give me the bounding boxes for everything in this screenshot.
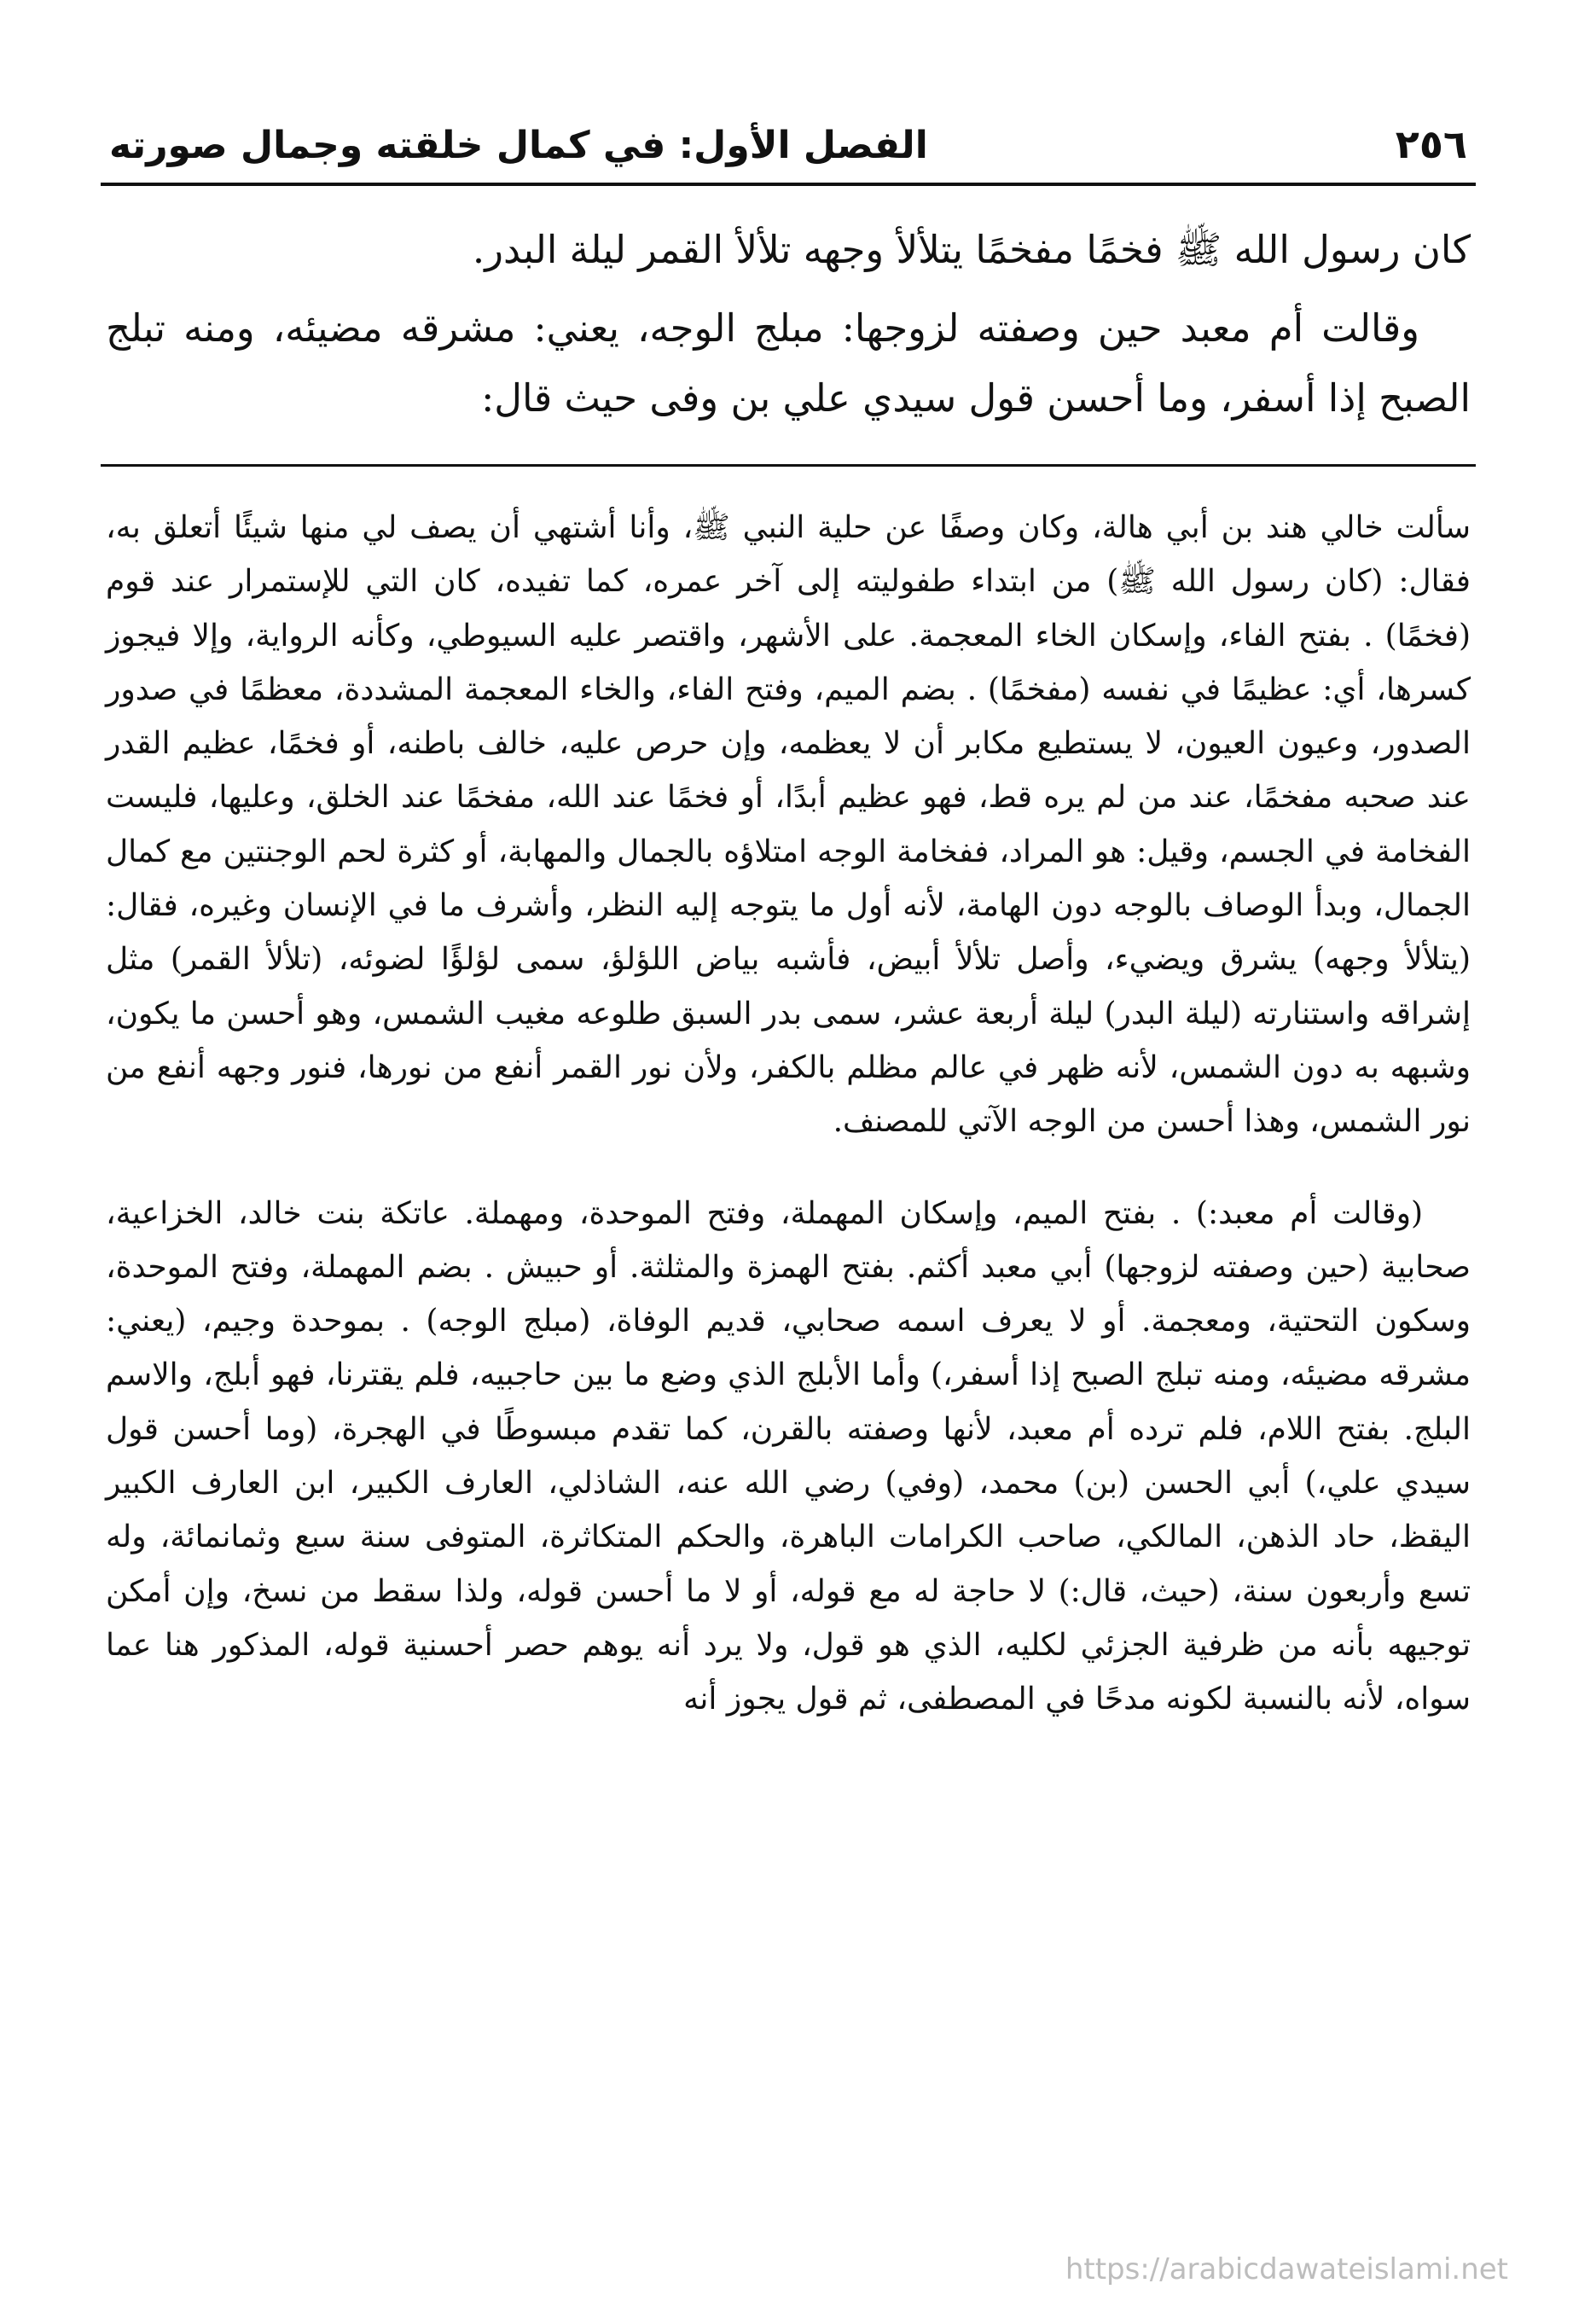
commentary-paragraph-1: سألت خالي هند بن أبي هالة، وكان وصفًا عن حلية النبي ﷺ، وأنا أشتهي أن يصف لي منها شيئًا أتعلق به، فقال: (كان رسول الله ﷺ) من ابتداء طفوليته إلى آخر عمره، كما تفيده، كان التي للإستمرار عند قوم (فخمًا) . بفتح الفاء، وإسكان الخاء المعجمة. على الأشهر، واقتصر عليه السيوطي، وكأنه الرواية، وإلا فيجوز كسرها، أي: عظيمًا في نفسه (مفخمًا) . بضم الميم، وفتح الفاء، والخاء المعجمة المشددة، معظمًا في صدور الصدور، وعيون العيون، لا يستطيع مكابر أن لا يعظمه، وإن حرص عليه، خالف باطنه، أو فخمًا، عظيم القدر عند صحبه مفخمًا، عند من لم يره قط، فهو عظيم أبدًا، أو فخمًا عند الله، مفخمًا عند الخلق، وعليها، فليست الفخامة في الجسم، وقيل: هو المراد، ففخامة الوجه امتلاؤه بالجمال والمهابة، أو كثرة لحم الوجنتين مع كمال الجمال، وبدأ الوصاف بالوجه دون الهامة، لأنه أول ما يتوجه إليه النظر، وأشرف ما في الإنسان وغيره، فقال: (يتلألأ وجهه) يشرق ويضيء، وأصل تلألأ أبيض، فأشبه بياض اللؤلؤ، سمى لؤلؤًا لضوئه، (تلألأ القمر) مثل إشراقه واستنارته (ليلة البدر) ليلة أربعة عشر، سمى بدر السبق طلوعه مغيب الشمس، وهو أحسن ما يكون، وشبهه به دون الشمس، لأنه ظهر في عالم مظلم بالكفر، ولأن نور القمر أنفع من نورها، فنور وجهه أنفع من نور الشمس، وهذا أحسن من الوجه الآتي للمصنف.	[106, 510, 1471, 1140]
main-text	[101, 215, 1476, 433]
commentary-text	[101, 501, 1476, 1727]
header-rule	[101, 183, 1476, 186]
main-text-paragraph-2: وقالت أم معبد حين وصفته لزوجها: مبلج الوجه، يعني: مشرقه مضيئه، ومنه تبلج الصبح إذا أسفر، وما أحسن قول سيدي علي بن وفى حيث قال:	[106, 305, 1471, 421]
page-number: ٢٥٦	[1395, 121, 1467, 167]
source-watermark: https://arabicdawateislami.net	[1065, 2252, 1508, 2286]
page-header	[101, 85, 1476, 167]
commentary-paragraph-2: (وقالت أم معبد:) . بفتح الميم، وإسكان المهملة، وفتح الموحدة، ومهملة. عاتكة بنت خالد، الخزاعية، صحابية (حين وصفته لزوجها) أبي معبد أكثم. بفتح الهمزة والمثلثة. أو حبيش . بضم المهملة، وفتح الموحدة، وسكون التحتية، ومعجمة. أو لا يعرف اسمه صحابي، قديم الوفاة، (مبلج الوجه) . بموحدة وجيم، (يعني: مشرقه مضيئه، ومنه تبلج الصبح إذا أسفر،) وأما الأبلج الذي وضع ما بين حاجبيه، فلم يقترنا، فهو أبلج، والاسم البلج. بفتح اللام، فلم ترده أم معبد، لأنها وصفته بالقرن، كما تقدم مبسوطًا في الهجرة، (وما أحسن قول سيدي علي،) أبي الحسن (بن) محمد، (وفي) رضي الله عنه، الشاذلي، العارف الكبير، ابن العارف الكبير اليقظ، حاد الذهن، المالكي، صاحب الكرامات الباهرة، والحكم المتكاثرة، المتوفى سنة سبع وثمانمائة، وله تسع وأربعون سنة، (حيث، قال:) لا حاجة له مع قوله، أو لا ما أحسن قوله، ولذا سقط من نسخ، وإن أمكن توجيهه بأنه من ظرفية الجزئي لكليه، الذي هو قول، ولا يرد أنه يوهم حصر أحسنية قوله، المذكور هنا عما سواه، لأنه بالنسبة لكونه مدحًا في المصطفى، ثم قول يجوز أنه	[106, 1195, 1471, 1717]
main-text-line-1: كان رسول الله ﷺ فخمًا مفخمًا يتلألأ وجهه تلألأ القمر ليلة البدر.	[472, 227, 1471, 272]
commentary-divider	[101, 464, 1476, 467]
running-title: الفصل الأول: في كمال خلقته وجمال صورته	[109, 124, 928, 167]
page-content	[101, 85, 1476, 2269]
